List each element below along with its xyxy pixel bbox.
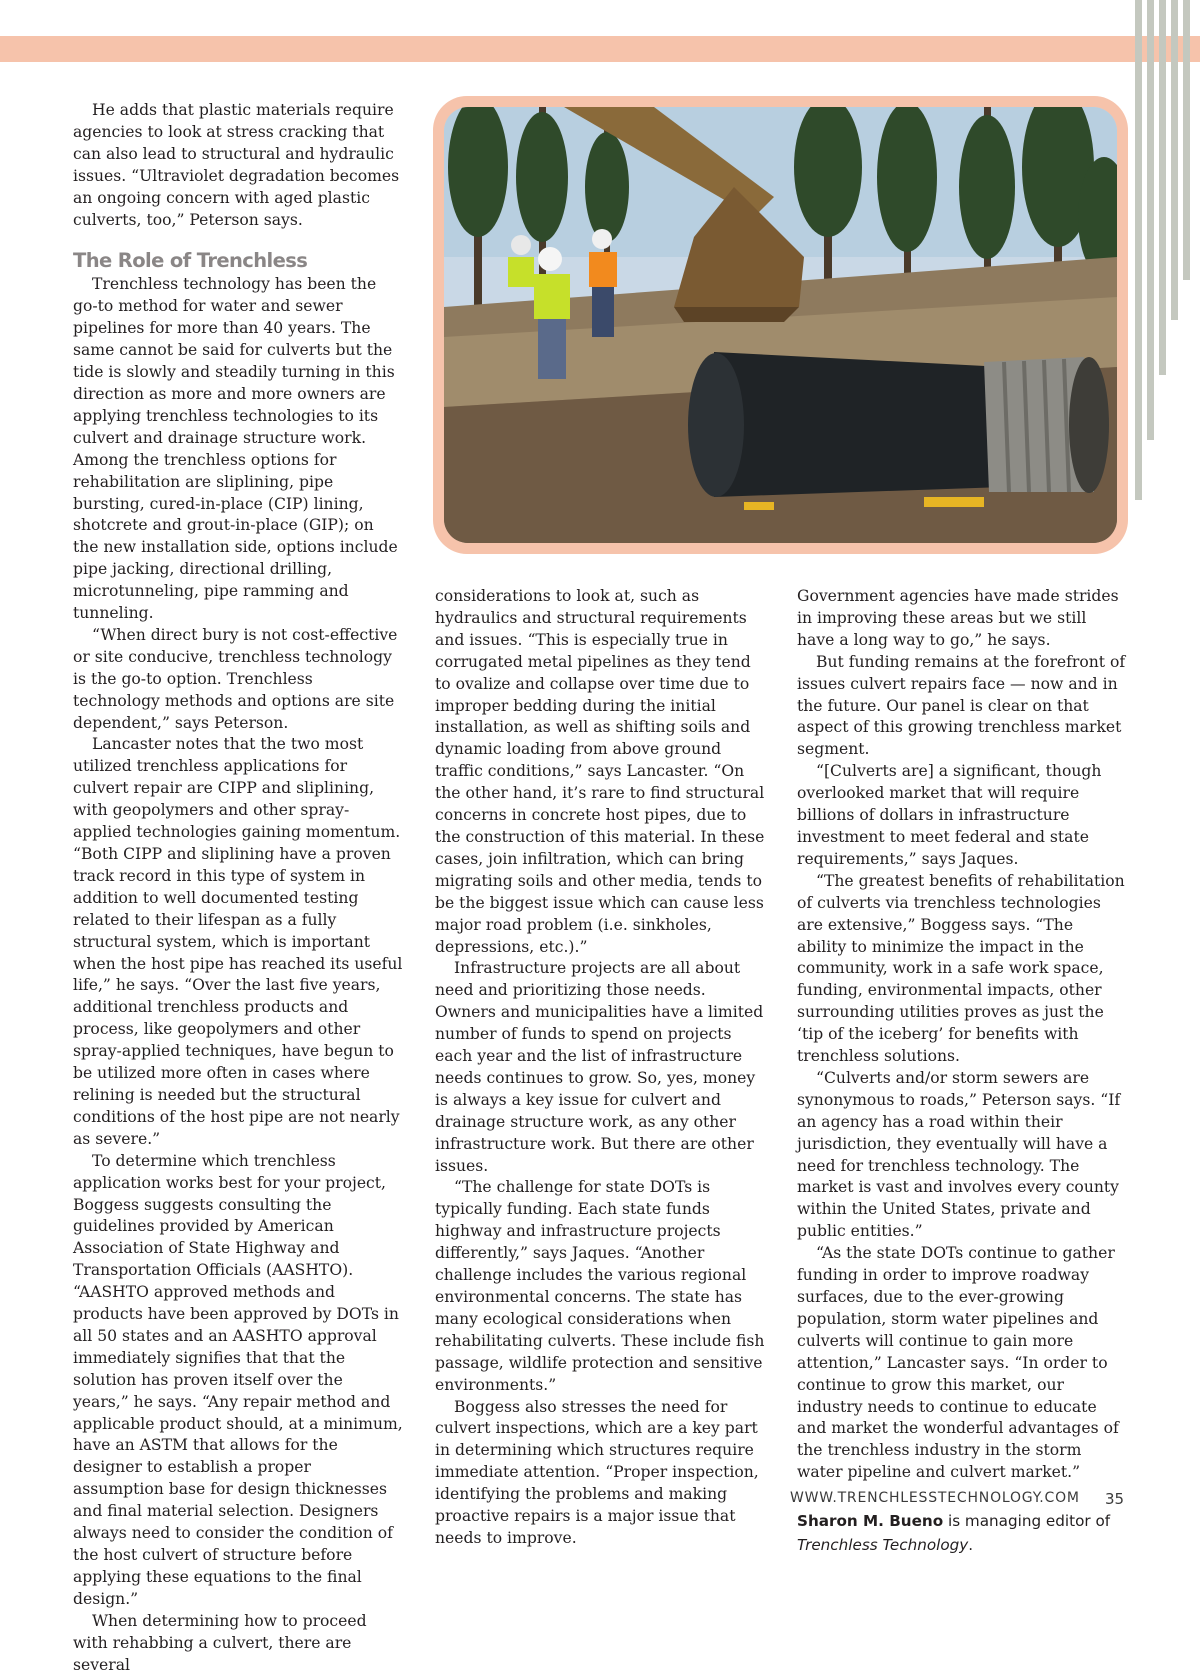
paragraph: “Culverts and/or storm sewers are synonymous to roads,” Peterson says. “If an agency has a road within their jurisdiction, they eventually will have a need for trenchless technology. The market is vast and involves every county within the United States, private and public entities.” xyxy=(797,1068,1121,1241)
article-column-3 xyxy=(797,586,1127,1557)
paragraph: When determining how to proceed with rehabbing a culvert, there are several xyxy=(73,1611,367,1674)
paragraph: He adds that plastic materials require agencies to look at stress cracking that can also lead to structural and hydraulic issues. “Ultraviolet degradation becomes an ongoing concern with aged plastic culverts, too,” Peterson says. xyxy=(73,101,400,229)
article-column-2 xyxy=(435,586,769,1550)
author-name: Sharon M. Bueno xyxy=(797,1512,944,1531)
section-heading: The Role of Trenchless xyxy=(73,249,308,273)
footer-url: WWW.TRENCHLESSTECHNOLOGY.COM xyxy=(790,1490,1080,1506)
side-bar xyxy=(1159,0,1166,375)
page-footer xyxy=(790,1490,1130,1506)
publication-name: Trenchless Technology xyxy=(797,1536,969,1555)
decorative-side-bars xyxy=(1130,0,1200,500)
photo-illustration xyxy=(444,107,1117,543)
paragraph: Government agencies have made strides in improving these areas but we still have a long way to go,” he says. xyxy=(797,587,1119,649)
page-number: 35 xyxy=(1105,1490,1125,1508)
side-bar xyxy=(1147,0,1154,440)
side-bar xyxy=(1135,0,1142,500)
paragraph: Boggess also stresses the need for culvert inspections, which are a key part in determining which structures require immediate attention. “Proper inspection, identifying the problems and making proactive repairs is a major issue that needs to improve. xyxy=(435,1397,759,1547)
culvert-installation-photo xyxy=(444,107,1117,543)
paragraph: Trenchless technology has been the go-to method for water and sewer pipelines for more than 40 years. The same cannot be said for culverts but the tide is slowly and steadily turning in this direction as more and more owners are applying trenchless technologies to its culvert and drainage structure work. Among the trenchless options for rehabilitation are sliplining, pipe bursting, cured-in-place (CIP) lining, shotcrete and grout-in-place (GIP); on the new installation side, options include pipe jacking, directional drilling, microtunneling, pipe ramming and tunneling. xyxy=(73,275,398,623)
top-accent-band xyxy=(0,36,1200,62)
paragraph: considerations to look at, such as hydraulics and structural requirements and issues. “This is especially true in corrugated metal pipelines as they tend to ovalize and collapse over time due to improper bedding during the initial installation, as well as shifting soils and dynamic loading from above ground traffic conditions,” says Lancaster. “On the other hand, it’s rare to find structural concerns in concrete host pipes, due to the construction of this material. In these cases, join infiltration, which can bring migrating soils and other media, tends to be the biggest issue which can cause less major road problem (i.e. sinkholes, depressions, etc.).” xyxy=(435,587,765,956)
paragraph: “The challenge for state DOTs is typically funding. Each state funds highway and infrastructure projects differently,” says Jaques. “Another challenge includes the various regional environmental concerns. The state has many ecological considerations when rehabilitating culverts. These include fish passage, wildlife protection and sensitive environments.” xyxy=(435,1178,765,1394)
paragraph: “As the state DOTs continue to gather funding in order to improve roadway surfaces, due to the ever-growing population, storm water pipelines and culverts will continue to gain more attention,” Lancaster says. “In order to continue to grow this market, our industry needs to continue to educate and market the wonderful advantages of the trenchless industry in the storm water pipeline and culvert market.” xyxy=(797,1244,1119,1482)
paragraph: “[Culverts are] a significant, though overlooked market that will require billions of dollars in infrastructure investment to meet federal and state requirements,” says Jaques. xyxy=(797,762,1102,868)
paragraph: But funding remains at the forefront of issues culvert repairs face — now and in the future. Our panel is clear on that aspect of this growing trenchless market segment. xyxy=(797,652,1126,759)
side-bar xyxy=(1171,0,1178,320)
photo-frame xyxy=(433,96,1128,554)
author-bio-period: . xyxy=(968,1536,974,1555)
article-column-1 xyxy=(73,100,403,1676)
paragraph: “When direct bury is not cost-effective or site conducive, trenchless technology is the go-to option. Trenchless technology methods and options are site dependent,” says Peterson. xyxy=(73,625,398,732)
paragraph: Infrastructure projects are all about need and prioritizing those needs. Owners and municipalities have a limited number of funds to spend on projects each year and the list of infrastructure needs continues to grow. So, yes, money is always a key issue for culvert and drainage structure work, as any other infrastructure work. But there are other issues. xyxy=(435,959,764,1175)
paragraph: “The greatest benefits of rehabilitation of culverts via trenchless technologies are extensive,” Boggess says. “The ability to minimize the impact in the community, work in a safe work space, funding, environmental impacts, other surrounding utilities proves as just the ‘tip of the iceberg’ for benefits with trenchless solutions. xyxy=(797,871,1125,1066)
author-role: is managing editor of xyxy=(943,1512,1111,1531)
side-bar xyxy=(1183,0,1190,280)
author-bio xyxy=(797,1509,1127,1557)
paragraph: To determine which trenchless application works best for your project, Boggess suggests consulting the guidelines provided by American Association of State Highway and Transportation Officials (AASHTO). “AASHTO approved methods and products have been approved by DOTs in all 50 states and an AASHTO approval immediately signifies that that the solution has proven itself over the years,” he says. “Any repair method and applicable product should, at a minimum, have an ASTM that allows for the designer to establish a proper assumption base for design thicknesses and final material selection. Designers always need to consider the condition of the host culvert of structure before applying these equations to the final design.” xyxy=(73,1151,403,1608)
paragraph: Lancaster notes that the two most utilized trenchless applications for culvert repair are CIPP and sliplining, with geopolymers and other spray-applied technologies gaining momentum. “Both CIPP and sliplining have a proven track record in this type of system in addition to well documented testing related to their lifespan as a fully structural system, which is important when the host pipe has reached its useful life,” he says. “Over the last five years, additional trenchless products and process, like geopolymers and other spray-applied techniques, have begun to be utilized more often in cases where relining is needed but the structural conditions of the host pipe are not nearly as severe.” xyxy=(73,735,403,1148)
